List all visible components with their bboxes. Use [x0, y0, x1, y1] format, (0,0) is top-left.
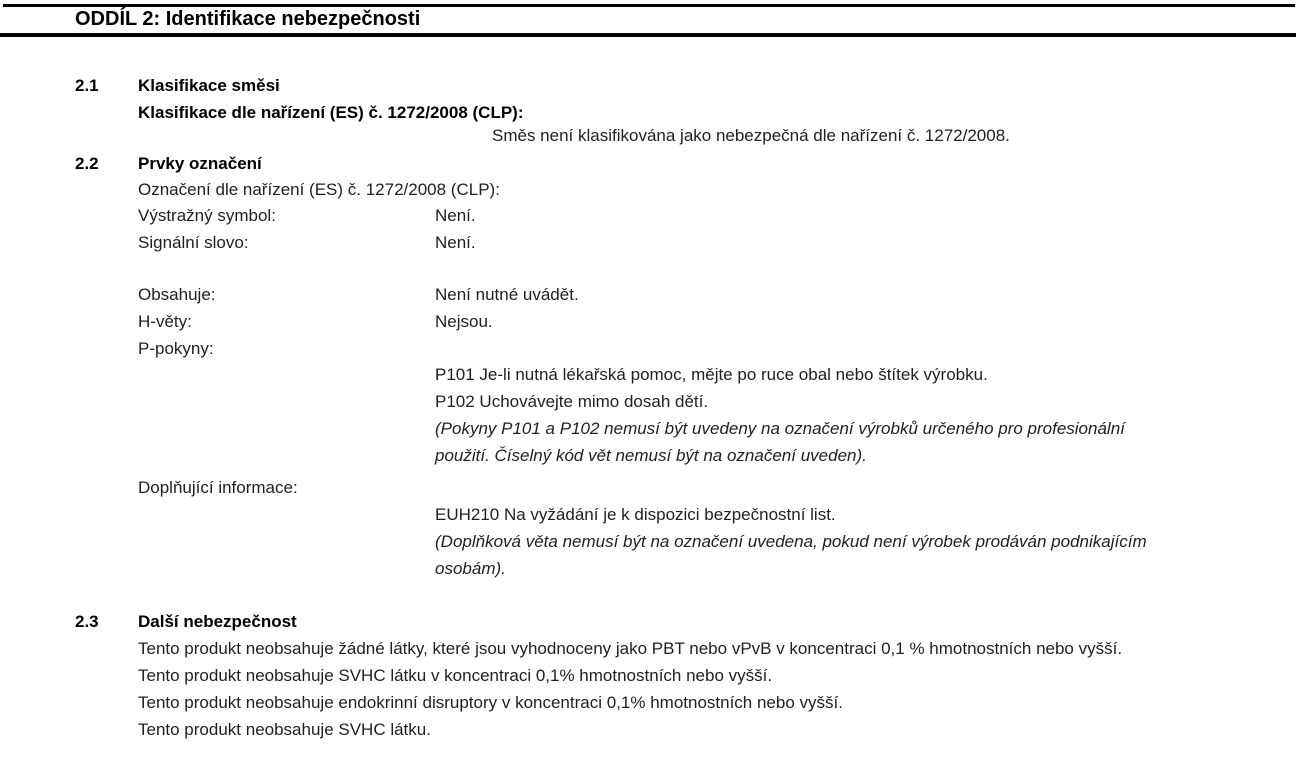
p-statements-note-line1: (Pokyny P101 a P102 nemusí být uvedeny na označení výrobků určeného pro profesionální — [435, 419, 1125, 438]
section-2-3-title: Další nebezpečnost — [138, 612, 297, 631]
section-2-1-number: 2.1 — [75, 76, 99, 95]
p-statements-label: P-pokyny: — [138, 339, 214, 358]
section-2-2-number: 2.2 — [75, 154, 99, 173]
signal-word-value: Není. — [435, 233, 476, 252]
contains-value: Není nutné uvádět. — [435, 285, 579, 304]
section-2-2-title: Prvky označení — [138, 154, 262, 173]
supplemental-note-line2: osobám). — [435, 559, 506, 578]
clp-classification-heading: Klasifikace dle nařízení (ES) č. 1272/2008 (CLP): — [138, 103, 524, 122]
euh210-statement: EUH210 Na vyžádání je k dispozici bezpečnostní list. — [435, 505, 836, 524]
warning-symbol-value: Není. — [435, 206, 476, 225]
p101-statement: P101 Je-li nutná lékařská pomoc, mějte po ruce obal nebo štítek výrobku. — [435, 365, 988, 384]
header-bottom-rule — [0, 33, 1296, 37]
other-hazards-line: Tento produkt neobsahuje žádné látky, které jsou vyhodnoceny jako PBT nebo vPvB v koncentraci 0,1 % hmotnostních nebo vyšší. — [138, 639, 1123, 658]
p-statements-note-line2: použití. Číselný kód vět nemusí být na označení uveden). — [435, 446, 867, 465]
labeling-heading: Označení dle nařízení (ES) č. 1272/2008 (CLP): — [138, 180, 500, 199]
other-hazards-line: Tento produkt neobsahuje endokrinní disruptory v koncentraci 0,1% hmotnostních nebo vyšší. — [138, 693, 843, 712]
warning-symbol-label: Výstražný symbol: — [138, 206, 276, 225]
section-2-1-title: Klasifikace směsi — [138, 76, 280, 95]
other-hazards-line: Tento produkt neobsahuje SVHC látku v koncentraci 0,1% hmotnostních nebo vyšší. — [138, 666, 773, 685]
p102-statement: P102 Uchovávejte mimo dosah dětí. — [435, 392, 709, 411]
h-statements-label: H-věty: — [138, 312, 192, 331]
signal-word-label: Signální slovo: — [138, 233, 249, 252]
contains-label: Obsahuje: — [138, 285, 216, 304]
section-header-title: ODDÍL 2: Identifikace nebezpečnosti — [75, 8, 421, 30]
other-hazards-line: Tento produkt neobsahuje SVHC látku. — [138, 720, 431, 739]
supplemental-info-label: Doplňující informace: — [138, 478, 298, 497]
section-2-3-number: 2.3 — [75, 612, 99, 631]
supplemental-note-line1: (Doplňková věta nemusí být na označení uvedena, pokud není výrobek prodáván podnikajícím — [435, 532, 1147, 551]
classification-statement: Směs není klasifikována jako nebezpečná dle nařízení č. 1272/2008. — [492, 126, 1010, 145]
h-statements-value: Nejsou. — [435, 312, 493, 331]
